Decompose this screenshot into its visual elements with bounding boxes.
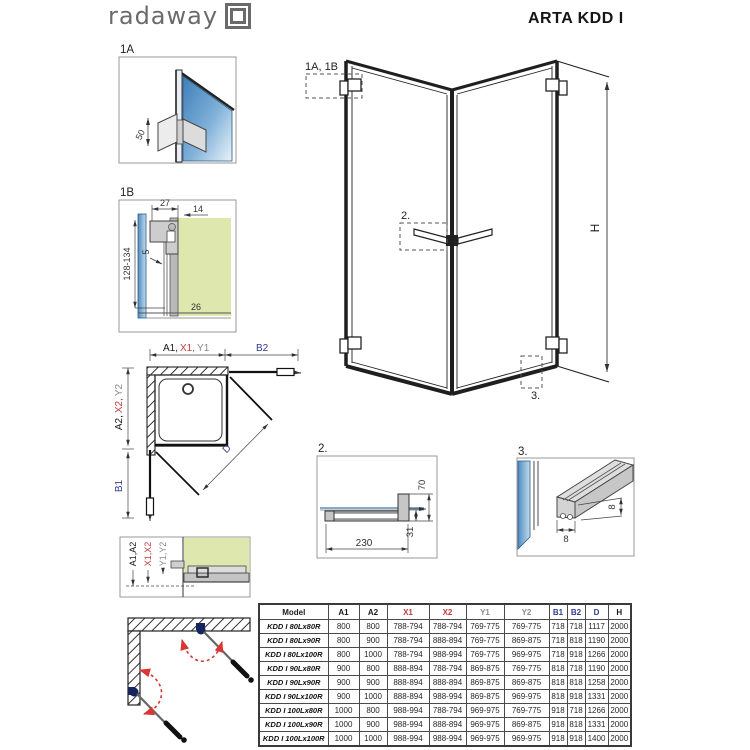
value-cell: 888-894 xyxy=(429,634,466,648)
value-cell: 818 xyxy=(567,718,585,732)
value-cell: 888-894 xyxy=(387,662,429,676)
value-cell: 788-794 xyxy=(387,634,429,648)
detail-3 xyxy=(517,446,634,556)
spec-table-body xyxy=(259,620,631,747)
table-row xyxy=(259,676,631,690)
plan-dim-left: A2,X2,Y2 xyxy=(114,383,125,431)
swing-door-left xyxy=(128,687,187,743)
dim-label-5: 5 xyxy=(141,249,151,255)
model-cell: KDD I 80Lx80R xyxy=(259,620,328,634)
value-cell: 1190 xyxy=(585,662,608,676)
value-cell: 1266 xyxy=(585,704,608,718)
value-cell: 900 xyxy=(328,662,359,676)
value-cell: 869-875 xyxy=(466,676,504,690)
callout-label-1a1b: 1A, 1B xyxy=(305,61,339,73)
plan-dim-b1: B1 xyxy=(114,479,125,493)
value-cell: 2000 xyxy=(608,662,631,676)
value-cell: 1190 xyxy=(585,634,608,648)
value-cell: 1117 xyxy=(585,620,608,634)
value-cell: 1000 xyxy=(359,690,387,704)
value-cell: 869-875 xyxy=(504,676,549,690)
detail-1a-label: 1A xyxy=(120,44,135,56)
value-cell: 2000 xyxy=(608,732,631,747)
col-header-y1: Y1 xyxy=(466,604,504,620)
value-cell: 900 xyxy=(359,718,387,732)
value-cell: 2000 xyxy=(608,634,631,648)
value-cell: 788-794 xyxy=(429,704,466,718)
wall-green-1b xyxy=(178,218,231,316)
dim-label-26: 26 xyxy=(190,302,202,312)
plan-dim-top: A1, X1, Y1 xyxy=(163,343,210,354)
value-cell: 900 xyxy=(359,634,387,648)
value-cell: 769-775 xyxy=(466,620,504,634)
value-cell: 888-894 xyxy=(429,718,466,732)
value-cell: 1266 xyxy=(585,648,608,662)
value-cell: 788-794 xyxy=(429,620,466,634)
dim-label-14: 14 xyxy=(192,204,204,214)
value-cell: 988-994 xyxy=(387,704,429,718)
table-row xyxy=(259,704,631,718)
value-cell: 1000 xyxy=(328,704,359,718)
value-cell: 1000 xyxy=(359,648,387,662)
value-cell: 969-975 xyxy=(466,718,504,732)
value-cell: 2000 xyxy=(608,704,631,718)
logo-text: radaway xyxy=(108,2,219,30)
model-cell: KDD I 80Lx90R xyxy=(259,634,328,648)
col-header-y2: Y2 xyxy=(504,604,549,620)
value-cell: 888-894 xyxy=(429,676,466,690)
value-cell: 800 xyxy=(359,662,387,676)
section-label-y: Y1,Y2 xyxy=(158,541,168,567)
col-header-model: Model xyxy=(259,604,328,620)
value-cell: 2000 xyxy=(608,718,631,732)
value-cell: 718 xyxy=(549,634,567,648)
dim-label-H: H xyxy=(588,223,602,233)
dim-label-50: 50 xyxy=(133,128,147,142)
value-cell: 718 xyxy=(549,620,567,634)
value-cell: 718 xyxy=(567,620,585,634)
spec-table xyxy=(258,603,632,747)
value-cell: 888-894 xyxy=(387,676,429,690)
swing-door-right xyxy=(196,623,254,683)
section-label-x: X1,X2 xyxy=(143,541,153,567)
door-swing-diagram xyxy=(128,618,254,743)
dim-label-128-134: 128-134 xyxy=(122,247,132,281)
value-cell: 918 xyxy=(549,704,567,718)
value-cell: 900 xyxy=(328,676,359,690)
value-cell: 718 xyxy=(567,704,585,718)
value-cell: 918 xyxy=(567,690,585,704)
value-cell: 800 xyxy=(328,620,359,634)
value-cell: 788-794 xyxy=(387,620,429,634)
value-cell: 869-875 xyxy=(466,690,504,704)
plan-dim-d: D xyxy=(220,442,234,456)
value-cell: 1000 xyxy=(328,718,359,732)
value-cell: 988-994 xyxy=(387,718,429,732)
table-row xyxy=(259,662,631,676)
col-header-x2: X2 xyxy=(429,604,466,620)
value-cell: 800 xyxy=(328,634,359,648)
wall-section-detail xyxy=(120,537,250,597)
callout-label-2: 2. xyxy=(401,210,411,222)
col-header-a1: A1 xyxy=(328,604,359,620)
value-cell: 769-775 xyxy=(504,704,549,718)
spec-table-container xyxy=(258,603,632,747)
value-cell: 1000 xyxy=(359,732,387,747)
value-cell: 918 xyxy=(549,718,567,732)
value-cell: 969-975 xyxy=(504,648,549,662)
value-cell: 988-994 xyxy=(429,732,466,747)
value-cell: 969-975 xyxy=(504,732,549,747)
value-cell: 2000 xyxy=(608,648,631,662)
value-cell: 918 xyxy=(567,648,585,662)
dim-label-8-height: 8 xyxy=(607,504,618,510)
glass-panel-3 xyxy=(518,461,530,549)
value-cell: 769-775 xyxy=(466,648,504,662)
value-cell: 900 xyxy=(328,690,359,704)
model-cell: KDD I 90Lx80R xyxy=(259,662,328,676)
drain xyxy=(183,384,193,394)
detail-1b xyxy=(119,187,236,332)
detail-2-label: 2. xyxy=(318,443,328,455)
value-cell: 1000 xyxy=(328,732,359,747)
table-row xyxy=(259,732,631,747)
value-cell: 769-775 xyxy=(504,620,549,634)
col-header-h: H xyxy=(608,604,631,620)
value-cell: 869-875 xyxy=(466,662,504,676)
value-cell: 818 xyxy=(549,676,567,690)
glass-walls xyxy=(346,61,609,394)
value-cell: 818 xyxy=(567,634,585,648)
value-cell: 918 xyxy=(549,732,567,747)
plan-view xyxy=(114,343,301,521)
model-cell: KDD I 90Lx100R xyxy=(259,690,328,704)
col-header-b2: B2 xyxy=(567,604,585,620)
value-cell: 2000 xyxy=(608,690,631,704)
value-cell: 718 xyxy=(549,648,567,662)
value-cell: 818 xyxy=(549,662,567,676)
value-cell: 888-894 xyxy=(387,690,429,704)
dim-label-31: 31 xyxy=(405,526,416,538)
col-header-a2: A2 xyxy=(359,604,387,620)
col-header-x1: X1 xyxy=(387,604,429,620)
dim-label-230: 230 xyxy=(355,538,373,549)
value-cell: 718 xyxy=(567,662,585,676)
value-cell: 988-994 xyxy=(429,648,466,662)
plan-dim-b2: B2 xyxy=(256,343,269,354)
table-row xyxy=(259,690,631,704)
value-cell: 988-994 xyxy=(387,732,429,747)
col-header-d: D xyxy=(585,604,608,620)
value-cell: 869-875 xyxy=(504,634,549,648)
callout-label-3: 3. xyxy=(531,390,541,402)
value-cell: 969-975 xyxy=(466,704,504,718)
value-cell: 788-794 xyxy=(429,662,466,676)
value-cell: 800 xyxy=(328,648,359,662)
col-header-b1: B1 xyxy=(549,604,567,620)
detail-1b-label: 1B xyxy=(120,187,135,199)
wall-left xyxy=(147,375,155,455)
dim-label-8-width: 8 xyxy=(563,534,569,545)
model-cell: KDD I 100Lx80R xyxy=(259,704,328,718)
table-row xyxy=(259,648,631,662)
detail-2 xyxy=(317,443,437,558)
detail-1a xyxy=(119,44,236,163)
model-cell: KDD I 90Lx90R xyxy=(259,676,328,690)
page-title: ARTA KDD I xyxy=(528,10,624,27)
value-cell: 788-794 xyxy=(387,648,429,662)
value-cell: 988-994 xyxy=(429,690,466,704)
value-cell: 769-775 xyxy=(466,634,504,648)
value-cell: 900 xyxy=(359,676,387,690)
wall-top xyxy=(147,367,228,375)
model-cell: KDD I 100Lx100R xyxy=(259,732,328,747)
value-cell: 869-875 xyxy=(504,718,549,732)
value-cell: 800 xyxy=(359,704,387,718)
value-cell: 969-975 xyxy=(466,732,504,747)
spec-table-head-row xyxy=(259,604,631,620)
detail-3-label: 3. xyxy=(518,446,528,458)
value-cell: 769-775 xyxy=(504,662,549,676)
table-row xyxy=(259,620,631,634)
value-cell: 2000 xyxy=(608,620,631,634)
dim-label-27: 27 xyxy=(159,198,171,208)
swing-wall-top xyxy=(128,618,250,631)
value-cell: 800 xyxy=(359,620,387,634)
model-cell: KDD I 80Lx100R xyxy=(259,648,328,662)
model-cell: KDD I 100Lx90R xyxy=(259,718,328,732)
section-label-a: A1,A2 xyxy=(128,541,138,567)
table-row xyxy=(259,634,631,648)
glass-strip-1b xyxy=(138,214,146,318)
value-cell: 969-975 xyxy=(504,690,549,704)
detail-2-frame xyxy=(317,456,437,558)
table-row xyxy=(259,718,631,732)
value-cell: 1331 xyxy=(585,690,608,704)
value-cell: 1331 xyxy=(585,718,608,732)
dim-label-70: 70 xyxy=(417,479,428,491)
value-cell: 918 xyxy=(567,732,585,747)
swing-arrows xyxy=(140,640,222,714)
value-cell: 1258 xyxy=(585,676,608,690)
value-cell: 818 xyxy=(549,690,567,704)
value-cell: 2000 xyxy=(608,676,631,690)
main-drawing xyxy=(305,61,609,402)
value-cell: 818 xyxy=(567,676,585,690)
value-cell: 1400 xyxy=(585,732,608,747)
